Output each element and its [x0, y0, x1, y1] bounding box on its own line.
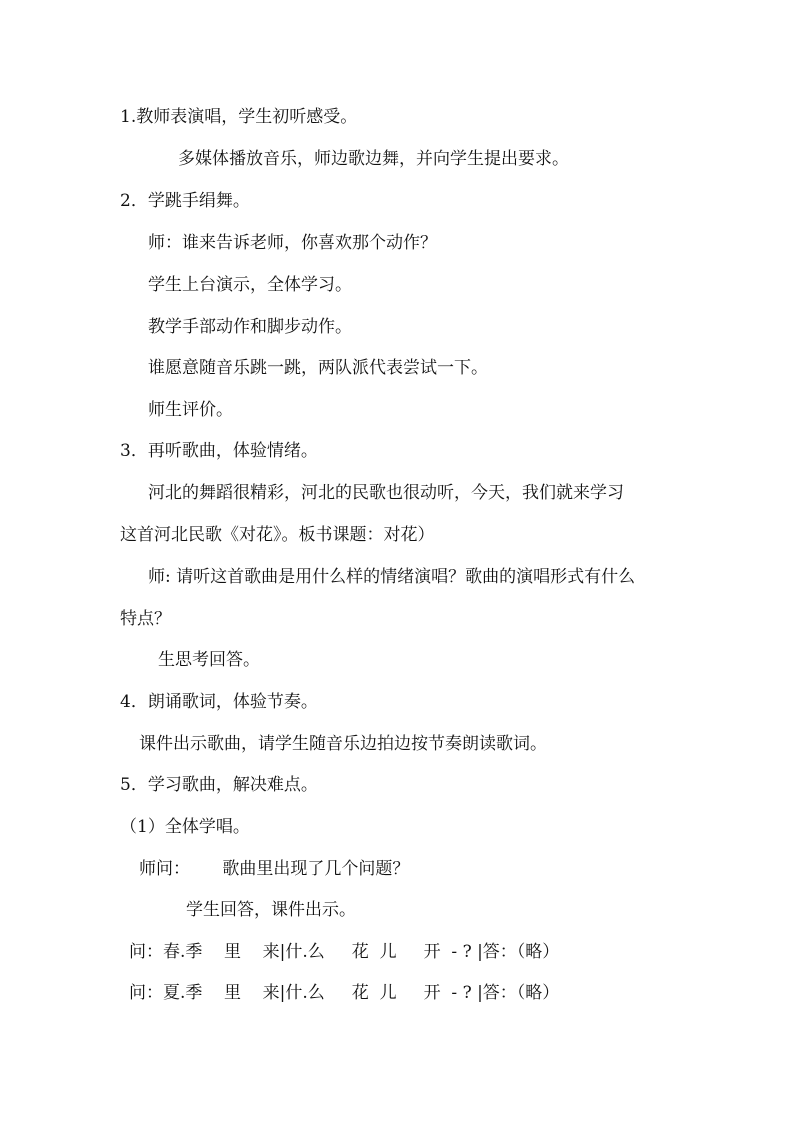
sub-step-heading: （1）全体学唱。 [120, 817, 250, 837]
step-4-heading: 4．朗诵歌词，体验节奏。 [120, 692, 318, 712]
paragraph-line: 课件出示歌曲，请学生随音乐边拍边按节奏朗读歌词。 [139, 734, 547, 754]
step-3-heading: 3．再听歌曲，体验情绪。 [120, 441, 318, 461]
paragraph-line: 谁愿意随音乐跳一跳，两队派代表尝试一下。 [148, 358, 488, 378]
paragraph-line: 师: 请听这首歌曲是用什么样的情绪演唱？歌曲的演唱形式有什么 [148, 567, 636, 587]
step-1-heading: 1.教师表演唱，学生初听感受。 [120, 107, 358, 127]
paragraph-line: 河北的舞蹈很精彩，河北的民歌也很动听，今天，我们就来学习 [148, 483, 624, 503]
paragraph-line: 师问： 歌曲里出现了几个问题？ [139, 859, 410, 879]
paragraph-line: 师：谁来告诉老师，你喜欢那个动作？ [148, 233, 437, 253]
paragraph-line: 师生评价。 [148, 400, 233, 420]
paragraph-line: 生思考回答。 [158, 650, 260, 670]
paragraph-line: 多媒体播放音乐，师边歌边舞，并向学生提出要求。 [178, 149, 569, 169]
paragraph-line: 学生回答，课件出示。 [186, 900, 356, 920]
paragraph-line: 学生上台演示，全体学习。 [148, 275, 352, 295]
step-5-heading: 5．学习歌曲，解决难点。 [120, 775, 318, 795]
paragraph-line: 特点？ [120, 609, 171, 629]
paragraph-line: 教学手部动作和脚步动作。 [148, 317, 352, 337]
step-2-heading: 2．学跳手绢舞。 [120, 191, 250, 211]
lyric-question-line: 问：夏.季 里 来|什.么 花 儿 开 - ? |答：（略） [129, 983, 560, 1003]
paragraph-line: 这首河北民歌《对花》。板书课题：对花） [120, 525, 435, 545]
lyric-question-line: 问：春.季 里 来|什.么 花 儿 开 - ? |答：（略） [129, 942, 560, 962]
